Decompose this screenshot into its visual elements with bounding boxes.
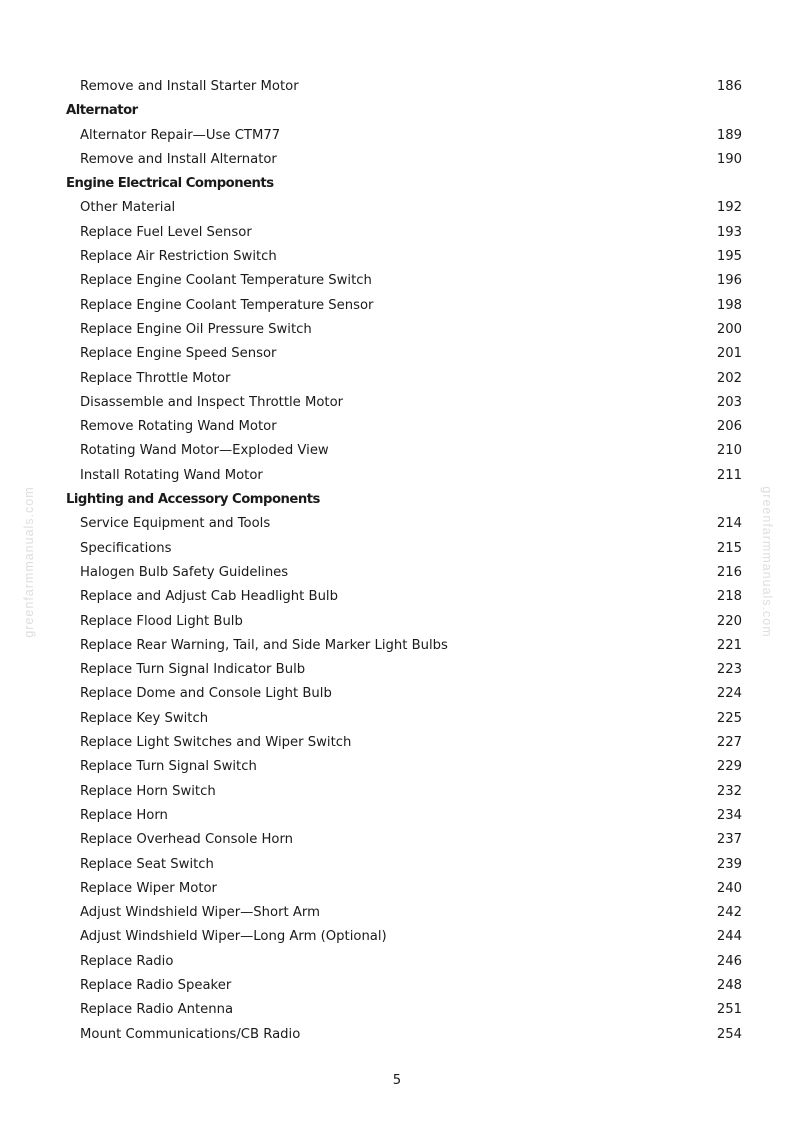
entry-title: Replace Dome and Console Light Bulb [80, 686, 332, 702]
entry-page-number: 190 [716, 151, 742, 167]
entry-title: Replace Key Switch [80, 710, 209, 726]
entry-page-number: 232 [716, 783, 742, 799]
entry-page-number: 186 [716, 79, 742, 94]
entry-title: Replace Rear Warning, Tail, and Side Marker Light Bulbs [80, 637, 448, 653]
entry-page-number: 242 [716, 905, 742, 921]
toc-entry[interactable] [0, 221, 794, 245]
section-title: Lighting and Accessory Components [66, 492, 320, 508]
entry-title: Install Rotating Wand Motor [80, 467, 263, 483]
toc-entry[interactable] [0, 561, 794, 585]
toc-entry[interactable] [0, 925, 794, 949]
toc-entry[interactable] [0, 124, 794, 148]
toc-entry[interactable] [0, 512, 794, 536]
toc-entry[interactable] [0, 148, 794, 172]
entry-page-number: 211 [716, 467, 742, 483]
toc-entry[interactable] [0, 610, 794, 634]
entry-page-number: 244 [716, 929, 742, 945]
toc-entry[interactable] [0, 269, 794, 293]
toc-section-heading [0, 488, 794, 512]
toc-entry[interactable] [0, 634, 794, 658]
entry-page-number: 234 [716, 807, 742, 823]
toc-entry[interactable] [0, 367, 794, 391]
entry-page-number: 214 [716, 516, 742, 532]
entry-page-number: 225 [716, 710, 742, 726]
entry-title: Replace Engine Coolant Temperature Sensor [80, 297, 374, 313]
entry-page-number: 216 [716, 564, 742, 580]
entry-page-number: 227 [716, 735, 742, 751]
entry-page-number: 223 [716, 662, 742, 678]
entry-title: Replace Throttle Motor [80, 370, 231, 386]
entry-title: Alternator Repair—Use CTM77 [80, 127, 281, 143]
entry-title: Disassemble and Inspect Throttle Motor [80, 394, 344, 410]
entry-title: Replace Horn Switch [80, 783, 216, 799]
toc-entry[interactable] [0, 853, 794, 877]
entry-title: Other Material [80, 200, 176, 216]
entry-title: Replace and Adjust Cab Headlight Bulb [80, 589, 338, 605]
entry-title: Mount Communications/CB Radio [80, 1026, 301, 1042]
entry-page-number: 251 [716, 1002, 742, 1018]
toc-entry[interactable] [0, 950, 794, 974]
entry-page-number: 229 [716, 759, 742, 775]
entry-page-number: 240 [716, 880, 742, 896]
entry-title: Replace Overhead Console Horn [80, 832, 294, 848]
entry-page-number: 248 [716, 977, 742, 993]
entry-page-number: 200 [716, 321, 742, 337]
entry-page-number: 202 [716, 370, 742, 386]
entry-page-number: 201 [716, 346, 742, 362]
entry-page-number: 221 [716, 637, 742, 653]
section-title: Engine Electrical Components [66, 176, 274, 192]
toc-entry[interactable] [0, 998, 794, 1022]
entry-title: Replace Seat Switch [80, 856, 214, 872]
entry-page-number: 246 [716, 953, 742, 969]
entry-page-number: 254 [716, 1026, 742, 1042]
entry-title: Replace Air Restriction Switch [80, 249, 277, 265]
entry-title: Halogen Bulb Safety Guidelines [80, 564, 289, 580]
toc-section-heading [0, 172, 794, 196]
entry-page-number: 215 [716, 540, 742, 556]
toc-entry[interactable] [0, 828, 794, 852]
entry-page-number: 218 [716, 589, 742, 605]
entry-title: Replace Flood Light Bulb [80, 613, 243, 629]
entry-page-number: 224 [716, 686, 742, 702]
toc-entry[interactable] [0, 682, 794, 706]
entry-title: Replace Radio Speaker [80, 977, 232, 993]
toc-entry[interactable] [0, 342, 794, 366]
section-title: Alternator [66, 103, 138, 119]
entry-page-number: 220 [716, 613, 742, 629]
toc-entry[interactable] [0, 755, 794, 779]
toc-section-heading [0, 99, 794, 123]
toc-entry[interactable] [0, 804, 794, 828]
entry-title: Replace Turn Signal Indicator Bulb [80, 662, 306, 678]
toc-entry[interactable] [0, 439, 794, 463]
entry-page-number: 195 [716, 249, 742, 265]
toc-entry[interactable] [0, 294, 794, 318]
entry-title: Remove and Install Alternator [80, 151, 277, 167]
entry-title: Replace Horn [80, 807, 168, 823]
entry-page-number: 198 [716, 297, 742, 313]
page-number: 5 [392, 1073, 402, 1088]
entry-title: Replace Engine Oil Pressure Switch [80, 321, 312, 337]
toc-entry[interactable] [0, 585, 794, 609]
entry-title: Replace Fuel Level Sensor [80, 224, 252, 240]
entry-title: Remove Rotating Wand Motor [80, 419, 277, 435]
entry-page-number: 192 [716, 200, 742, 216]
entry-title: Replace Radio Antenna [80, 1002, 234, 1018]
entry-title: Replace Engine Speed Sensor [80, 346, 277, 362]
toc-entry[interactable] [0, 391, 794, 415]
toc-entry[interactable] [0, 415, 794, 439]
toc-entry[interactable] [0, 537, 794, 561]
entry-title: Remove and Install Starter Motor [80, 79, 299, 94]
watermark-right: greenfarmmanuals.com [760, 486, 774, 638]
entry-page-number: 203 [716, 394, 742, 410]
entry-page-number: 206 [716, 419, 742, 435]
entry-page-number: 210 [716, 443, 742, 459]
entry-title: Replace Wiper Motor [80, 880, 217, 896]
entry-title: Replace Light Switches and Wiper Switch [80, 735, 352, 751]
toc-entry[interactable] [0, 974, 794, 998]
table-of-contents [0, 75, 794, 1047]
toc-entry[interactable] [0, 780, 794, 804]
entry-page-number: 196 [716, 273, 742, 289]
entry-title: Adjust Windshield Wiper—Long Arm (Optional) [80, 929, 387, 945]
toc-entry[interactable] [0, 245, 794, 269]
watermark-left: greenfarmmanuals.com [22, 486, 36, 638]
entry-title: Specifications [80, 540, 172, 556]
entry-page-number: 189 [716, 127, 742, 143]
toc-entry[interactable] [0, 877, 794, 901]
toc-entry[interactable] [0, 901, 794, 925]
entry-title: Adjust Windshield Wiper—Short Arm [80, 905, 320, 921]
entry-page-number: 239 [716, 856, 742, 872]
toc-entry[interactable] [0, 318, 794, 342]
entry-page-number: 193 [716, 224, 742, 240]
entry-title: Replace Turn Signal Switch [80, 759, 257, 775]
toc-entry[interactable] [0, 75, 794, 99]
entry-title: Replace Radio [80, 953, 174, 969]
entry-title: Rotating Wand Motor—Exploded View [80, 443, 329, 459]
toc-entry[interactable] [0, 464, 794, 488]
toc-entry[interactable] [0, 658, 794, 682]
toc-entry[interactable] [0, 731, 794, 755]
toc-entry[interactable] [0, 1023, 794, 1047]
toc-entry[interactable] [0, 196, 794, 220]
entry-page-number: 237 [716, 832, 742, 848]
entry-title: Replace Engine Coolant Temperature Switch [80, 273, 372, 289]
entry-title: Service Equipment and Tools [80, 516, 271, 532]
toc-entry[interactable] [0, 707, 794, 731]
